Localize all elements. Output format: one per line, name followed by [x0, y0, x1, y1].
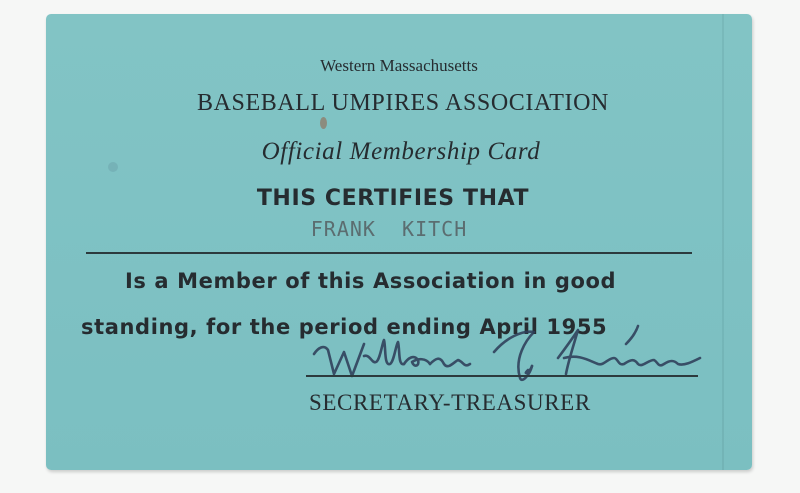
- member-name: FRANK KITCH: [310, 217, 468, 241]
- stain-mark: [320, 117, 327, 129]
- handwritten-signature: [308, 314, 728, 394]
- region-title: Western Massachusetts: [320, 56, 478, 75]
- association-title: BASEBALL UMPIRES ASSOCIATION: [197, 90, 609, 116]
- membership-statement-line-1: Is a Member of this Association in good: [125, 269, 617, 293]
- membership-card: [46, 14, 752, 470]
- certifies-heading: THIS CERTIFIES THAT: [256, 186, 530, 211]
- signer-title: SECRETARY-TREASURER: [309, 390, 591, 415]
- signature-line: [306, 375, 698, 377]
- membership-statement-line-2: standing, for the period ending April 1955: [81, 315, 608, 339]
- card-type-title: Official Membership Card: [261, 138, 541, 165]
- name-underline: [86, 252, 692, 254]
